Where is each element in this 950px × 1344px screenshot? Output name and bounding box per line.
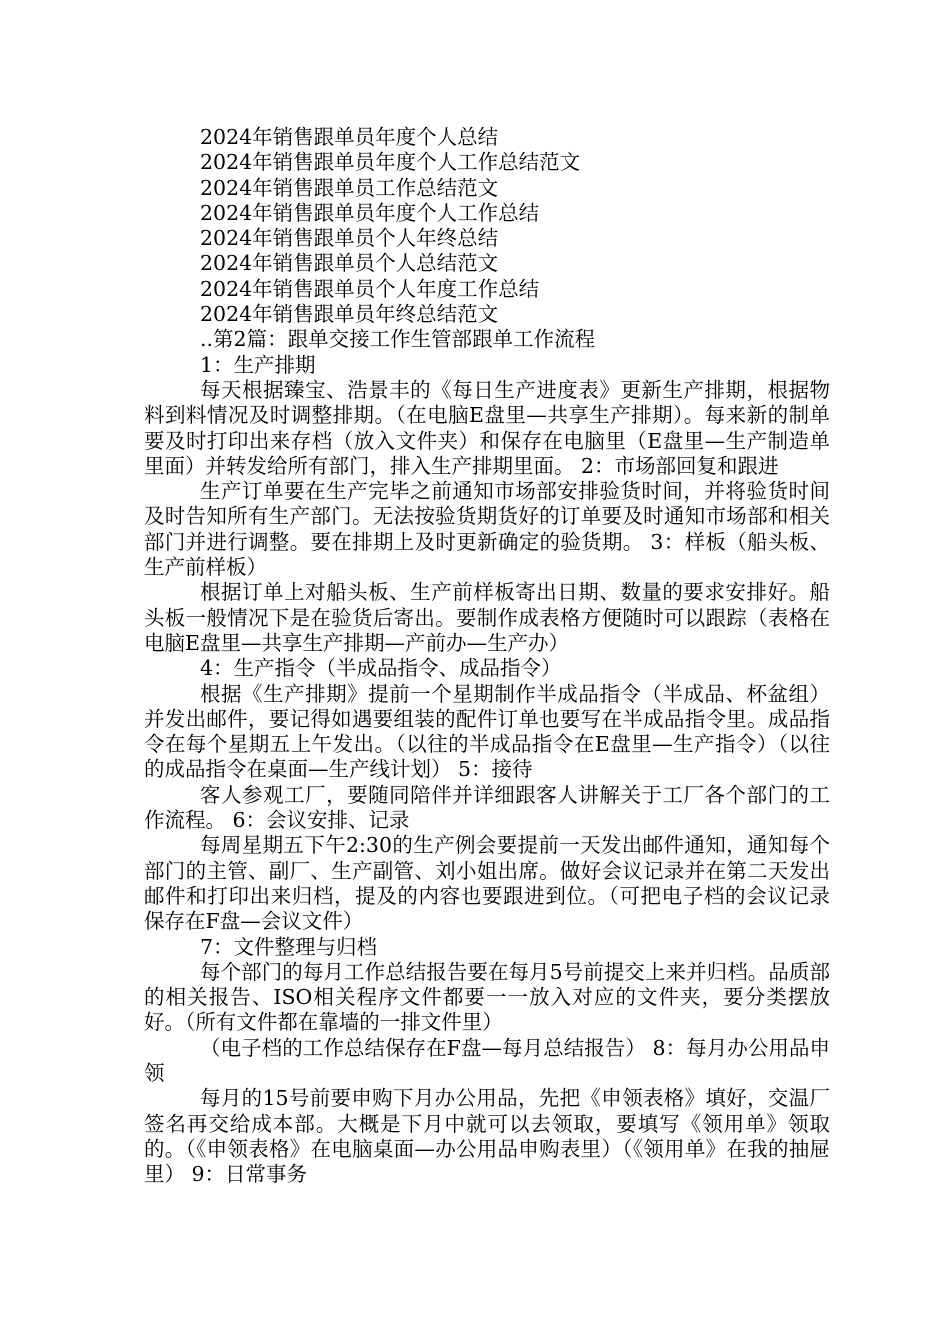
related-link-6[interactable]: 2024年销售跟单员个人总结范文 — [200, 251, 499, 276]
paragraph-6: 每周星期五下午2:30的生产例会要提前一天发出邮件通知，通知每个部门的主管、副厂、生产副管、刘小姐出席。做好会议记录并在第二天发出邮件和打印出来归档，提及的内容也要跟进到位。（可把电子档的会议记录保存在F盘—会议文件） — [144, 833, 830, 934]
related-link-1[interactable]: 2024年销售跟单员年度个人总结 — [200, 125, 499, 149]
section-heading-7: 7：文件整理与归档 — [200, 934, 378, 959]
paragraph-4: 根据《生产排期》提前一个星期制作半成品指令（半成品、杯盆组）并发出邮件，要记得如遇要组装的配件订单也要写在半成品指令里。成品指令在每个星期五上午发出。（以往的半成品指令在E盘里—生产指令）（以往的成品指令在桌面—生产线计划） 5：接待 — [144, 681, 830, 782]
paragraph-3: 根据订单上对船头板、生产前样板寄出日期、数量的要求安排好。船头板一般情况下是在验货后寄出。要制作成表格方便随时可以跟踪（表格在电脑E盘里—共享生产排期—产前办—生产办） — [144, 580, 830, 655]
paragraph-2: 生产订单要在生产完毕之前通知市场部安排验货时间，并将验货时间及时告知所有生产部门。无法按验货期货好的订单要及时通知市场部和相关部门并进行调整。要在排期上及时更新确定的验货期。 3：样板（船头板、生产前样板） — [144, 479, 830, 580]
paragraph-7: 每个部门的每月工作总结报告要在每月5号前提交上来并归档。品质部的相关报告、ISO相关程序文件都要一一放入对应的文件夹，要分类摆放好。（所有文件都在靠墙的一排文件里） — [144, 959, 830, 1035]
article-heading: ..第2篇：跟单交接工作生管部跟单工作流程 — [200, 327, 596, 352]
paragraph-8: （电子档的工作总结保存在F盘—每月总结报告） 8：每月办公用品申领 — [144, 1035, 830, 1085]
related-link-4[interactable]: 2024年销售跟单员年度个人工作总结 — [200, 200, 540, 225]
paragraph-1: 每天根据臻宝、浩景丰的《每日生产进度表》更新生产排期，根据物料到料情况及时调整排期。（在电脑E盘里—共享生产排期）。每来新的制单要及时打印出来存档（放入文件夹）和保存在电脑里（E盘里—生产制造单里面）并转发给所有部门，排入生产排期里面。 2：市场部回复和跟进 — [144, 377, 830, 478]
related-link-8[interactable]: 2024年销售跟单员年终总结范文 — [200, 302, 499, 327]
paragraph-5: 客人参观工厂，要随同陪伴并详细跟客人讲解关于工厂各个部门的工作流程。 6：会议安排、记录 — [144, 782, 830, 833]
document-body — [144, 125, 830, 1187]
related-link-3[interactable]: 2024年销售跟单员工作总结范文 — [200, 175, 499, 200]
section-heading-4: 4：生产指令（半成品指令、成品指令） — [200, 656, 562, 681]
related-link-2[interactable]: 2024年销售跟单员年度个人工作总结范文 — [200, 150, 581, 175]
related-link-7[interactable]: 2024年销售跟单员个人年度工作总结 — [200, 276, 540, 301]
section-heading-1: 1：生产排期 — [200, 352, 316, 377]
related-link-5[interactable]: 2024年销售跟单员个人年终总结 — [200, 226, 499, 251]
paragraph-9: 每月的15号前要申购下月办公用品，先把《申领表格》填好，交温厂签名再交给成本部。大概是下月中就可以去领取，要填写《领用单》领取的。（《申领表格》在电脑桌面—办公用品申购表里）（《领用单》在我的抽屉里） 9：日常事务 — [144, 1086, 830, 1187]
